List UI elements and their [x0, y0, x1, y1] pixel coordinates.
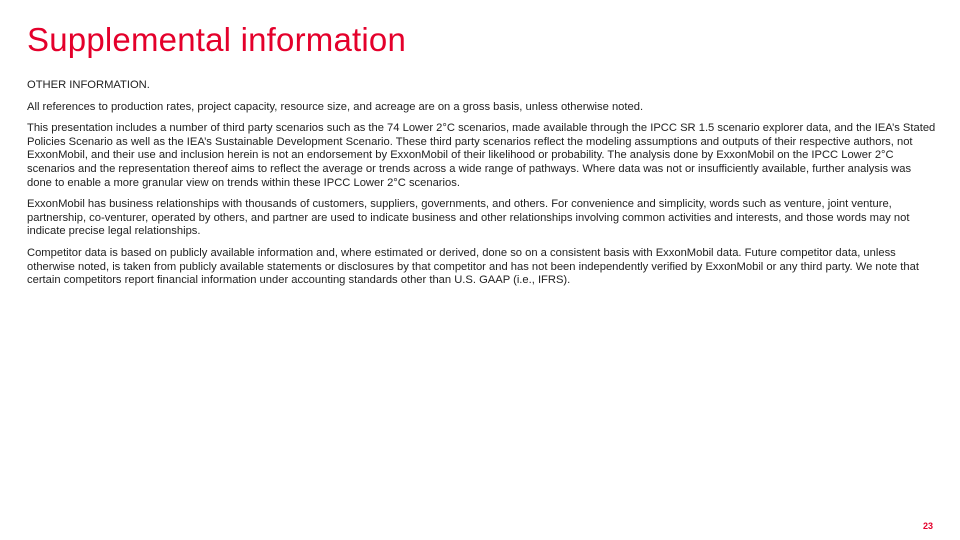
slide-body	[27, 79, 939, 296]
paragraph-gross-basis: All references to production rates, project capacity, resource size, and acreage are on a gross basis, unless otherwise noted.	[27, 100, 644, 113]
paragraph-competitor-data: Competitor data is based on publicly available information and, where estimated or derived, done so on a consistent basis with ExxonMobil data. Future competitor data, unless otherwise noted, is taken from publicly available statements or disclosures by that competitor and has not been independently verified by ExxonMobil or any third party. We note that certain competitors report financial information under accounting standards other than U.S. GAAP (i.e., IFRS).	[27, 246, 919, 287]
page-number: 23	[922, 521, 933, 531]
paragraph-third-party-scenarios: This presentation includes a number of third party scenarios such as the 74 Lower 2°C scenarios, made available through the IPCC SR 1.5 scenario explorer data, and the IEA’s Stated Policies Scenario as well as the IEA’s Sustainable Development Scenario. These third party scenarios reflect the modeling assumptions and outputs of their respective authors, not ExxonMobil, and their use and inclusion herein is not an endorsement by ExxonMobil of their likelihood or probability. The analysis done by ExxonMobil on the IPCC Lower 2°C scenarios and the representation thereof aims to reflect the average or trends across a wide range of pathways. Where data was not or insufficiently available, further analysis was done to enable a more granular view on trends within these IPCC Lower 2°C scenarios.	[27, 122, 936, 189]
page-title: Supplemental information	[27, 21, 407, 58]
paragraph-business-relationships: ExxonMobil has business relationships with thousands of customers, suppliers, governments, and others. For convenience and simplicity, words such as venture, joint venture, partnership, co-venturer, operated by others, and partner are used to indicate business and other relationships involving common activities and interests, and those words may not indicate precise legal relationships.	[27, 198, 910, 238]
section-heading: OTHER INFORMATION.	[27, 79, 150, 91]
